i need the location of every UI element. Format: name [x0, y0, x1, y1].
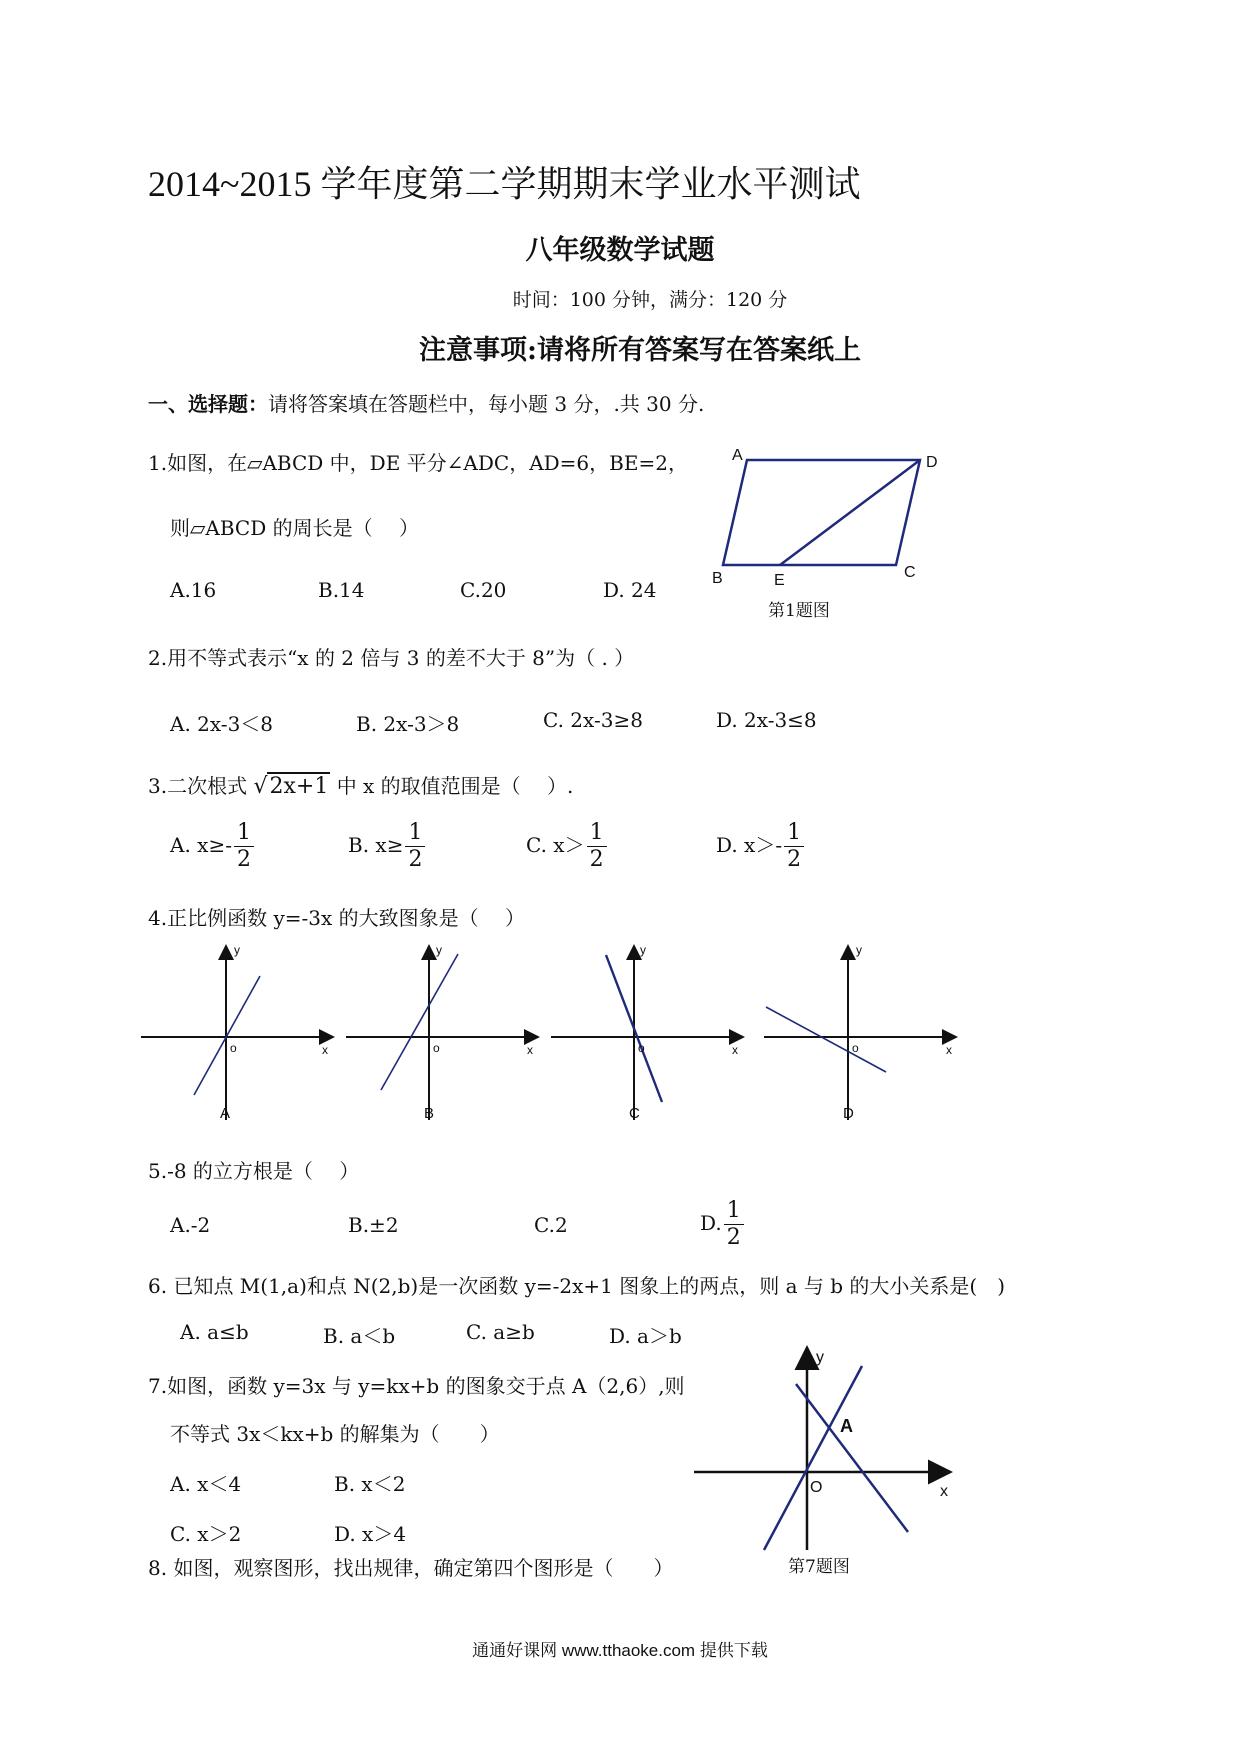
q2-option-c[interactable]: C. 2x-3≥8: [543, 708, 643, 732]
q5-option-d-label: D.: [700, 1211, 722, 1235]
q8-line: 8. 如图，观察图形，找出规律，确定第四个图形是（ ）: [148, 1556, 674, 1580]
graph-label-d: D: [843, 1105, 854, 1122]
x-axis-label: x: [322, 1043, 328, 1057]
q1-option-c[interactable]: C.20: [460, 578, 507, 602]
denominator: 2: [787, 847, 802, 872]
q6-option-c[interactable]: C. a≥b: [466, 1320, 535, 1344]
q3-option-b-label: B. x≥: [348, 833, 404, 857]
label-d: D: [926, 454, 938, 471]
q7-figure: [690, 1340, 960, 1552]
graph-label-c: C: [629, 1105, 640, 1122]
q5-option-b[interactable]: B.±2: [348, 1213, 399, 1237]
origin-label: o: [852, 1041, 859, 1055]
graph-label-b: B: [424, 1105, 435, 1122]
q3-option-a[interactable]: [170, 820, 254, 873]
q1-caption: 第1题图: [768, 601, 830, 621]
numerator: 1: [234, 820, 254, 847]
parallelogram-abcd: [723, 460, 920, 565]
q6-option-a[interactable]: A. a≤b: [180, 1320, 249, 1344]
q7-option-b[interactable]: B. x＜2: [334, 1472, 406, 1496]
q2-option-d[interactable]: D. 2x-3≤8: [716, 708, 817, 732]
origin-label: o: [433, 1041, 440, 1055]
fraction: [724, 1198, 744, 1251]
section-label: 一、选择题：: [148, 392, 268, 416]
q3-option-a-label: A. x≥-: [170, 833, 232, 857]
q4-line: 4.正比例函数 y=-3x 的大致图象是（ ）: [148, 906, 525, 930]
q7-line1: 7.如图，函数 y=3x 与 y=kx+b 的图象交于点 A（2,6）,则: [148, 1374, 685, 1398]
fraction: [234, 820, 254, 873]
q4-graph-a[interactable]: [141, 943, 331, 1122]
q6-option-b[interactable]: B. a＜b: [323, 1324, 396, 1348]
y-axis-label: y: [816, 1349, 824, 1366]
section-heading: [148, 388, 704, 417]
y-axis-label: y: [436, 943, 442, 957]
y-axis-label: y: [234, 943, 240, 957]
q7-option-d[interactable]: D. x＞4: [334, 1522, 407, 1546]
label-b: B: [712, 570, 723, 587]
label-c: C: [904, 564, 916, 581]
time-info: 时间：100 分钟，满分：120 分: [512, 289, 788, 311]
q3-prefix: 3.二次根式: [148, 774, 248, 798]
line-y-3x: [764, 1366, 862, 1550]
q5-option-a[interactable]: A.-2: [170, 1213, 211, 1237]
q3-suffix: 中 x 的取值范围是（ ）.: [336, 774, 574, 798]
q1-option-a[interactable]: A.16: [170, 578, 217, 602]
x-axis-label: x: [940, 1483, 948, 1500]
section-instruction: 请将答案填在答题栏中，每小题 3 分，.共 30 分.: [268, 392, 705, 416]
q6-line: 6. 已知点 M(1,a)和点 N(2,b)是一次函数 y=-2x+1 图象上的两点，则 a 与 b 的大小关系是( ): [148, 1274, 1006, 1298]
q5-line: 5.-8 的立方根是（ ）: [148, 1159, 360, 1183]
y-axis-label: y: [856, 943, 862, 957]
q1-parallelogram-figure: [700, 440, 960, 620]
sqrt-expression: √2x+1: [253, 774, 329, 799]
q3-line: [148, 770, 573, 799]
sqrt-radicand: 2x+1: [269, 774, 329, 799]
fraction: [405, 820, 425, 873]
numerator: 1: [587, 820, 607, 847]
x-axis-label: x: [527, 1043, 533, 1057]
q4-graphs: [136, 940, 976, 1130]
point-a-label: A: [840, 1416, 853, 1436]
q5-option-d[interactable]: [700, 1198, 744, 1251]
q1-option-d[interactable]: D. 24: [603, 578, 657, 602]
q3-option-b[interactable]: [348, 820, 425, 873]
notice: 注意事项:请将所有答案写在答案纸上: [419, 335, 861, 366]
numerator: 1: [784, 820, 804, 847]
fraction: [587, 820, 607, 873]
x-axis-label: x: [946, 1043, 952, 1057]
q3-option-d-label: D. x＞-: [716, 833, 783, 857]
origin-label: o: [638, 1041, 645, 1055]
y-axis-label: y: [640, 943, 646, 957]
origin-label: O: [810, 1479, 823, 1496]
q7-caption: 第7题图: [788, 1557, 850, 1577]
denominator: 2: [236, 847, 251, 872]
q2-option-b[interactable]: B. 2x-3＞8: [356, 712, 460, 736]
x-axis-label: x: [732, 1043, 738, 1057]
label-a: A: [732, 447, 743, 464]
origin-label: o: [230, 1041, 237, 1055]
graph-label-a: A: [220, 1105, 231, 1122]
denominator: 2: [408, 847, 423, 872]
numerator: 1: [724, 1198, 744, 1225]
numerator: 1: [405, 820, 425, 847]
q2-option-a[interactable]: A. 2x-3＜8: [170, 712, 274, 736]
q2-line: 2.用不等式表示“x 的 2 倍与 3 的差不大于 8”为（ . ）: [148, 646, 635, 670]
label-e: E: [774, 572, 785, 589]
q7-option-c[interactable]: C. x＞2: [170, 1522, 242, 1546]
q7-line2: 不等式 3x＜kx+b 的解集为（ ）: [170, 1422, 500, 1446]
fraction: [784, 820, 804, 873]
q1-line2: 则▱ABCD 的周长是（ ）: [170, 516, 419, 540]
q3-option-c-label: C. x＞: [526, 833, 585, 857]
q1-line1: 1.如图，在▱ABCD 中，DE 平分∠ADC，AD=6，BE=2，: [148, 451, 688, 475]
q3-option-d[interactable]: [716, 820, 804, 873]
q5-option-c[interactable]: C.2: [534, 1213, 568, 1237]
footer-credit: 通通好课网 www.tthaoke.com 提供下载: [472, 1641, 768, 1660]
q4-graph-d[interactable]: [764, 943, 954, 1122]
denominator: 2: [726, 1225, 741, 1250]
denominator: 2: [589, 847, 604, 872]
exam-subtitle: 八年级数学试题: [525, 235, 715, 266]
exam-title: 2014~2015 学年度第二学期期末学业水平测试: [148, 164, 861, 204]
line-negative-shallow: [766, 1007, 886, 1072]
q1-option-b[interactable]: B.14: [318, 578, 365, 602]
q4-graph-b[interactable]: [346, 943, 536, 1122]
q4-graph-c[interactable]: [551, 943, 741, 1122]
q6-option-d[interactable]: D. a＞b: [609, 1324, 682, 1348]
line-positive-slope-offset: [381, 954, 458, 1090]
q3-option-c[interactable]: [526, 820, 607, 873]
q7-option-a[interactable]: A. x＜4: [170, 1472, 242, 1496]
